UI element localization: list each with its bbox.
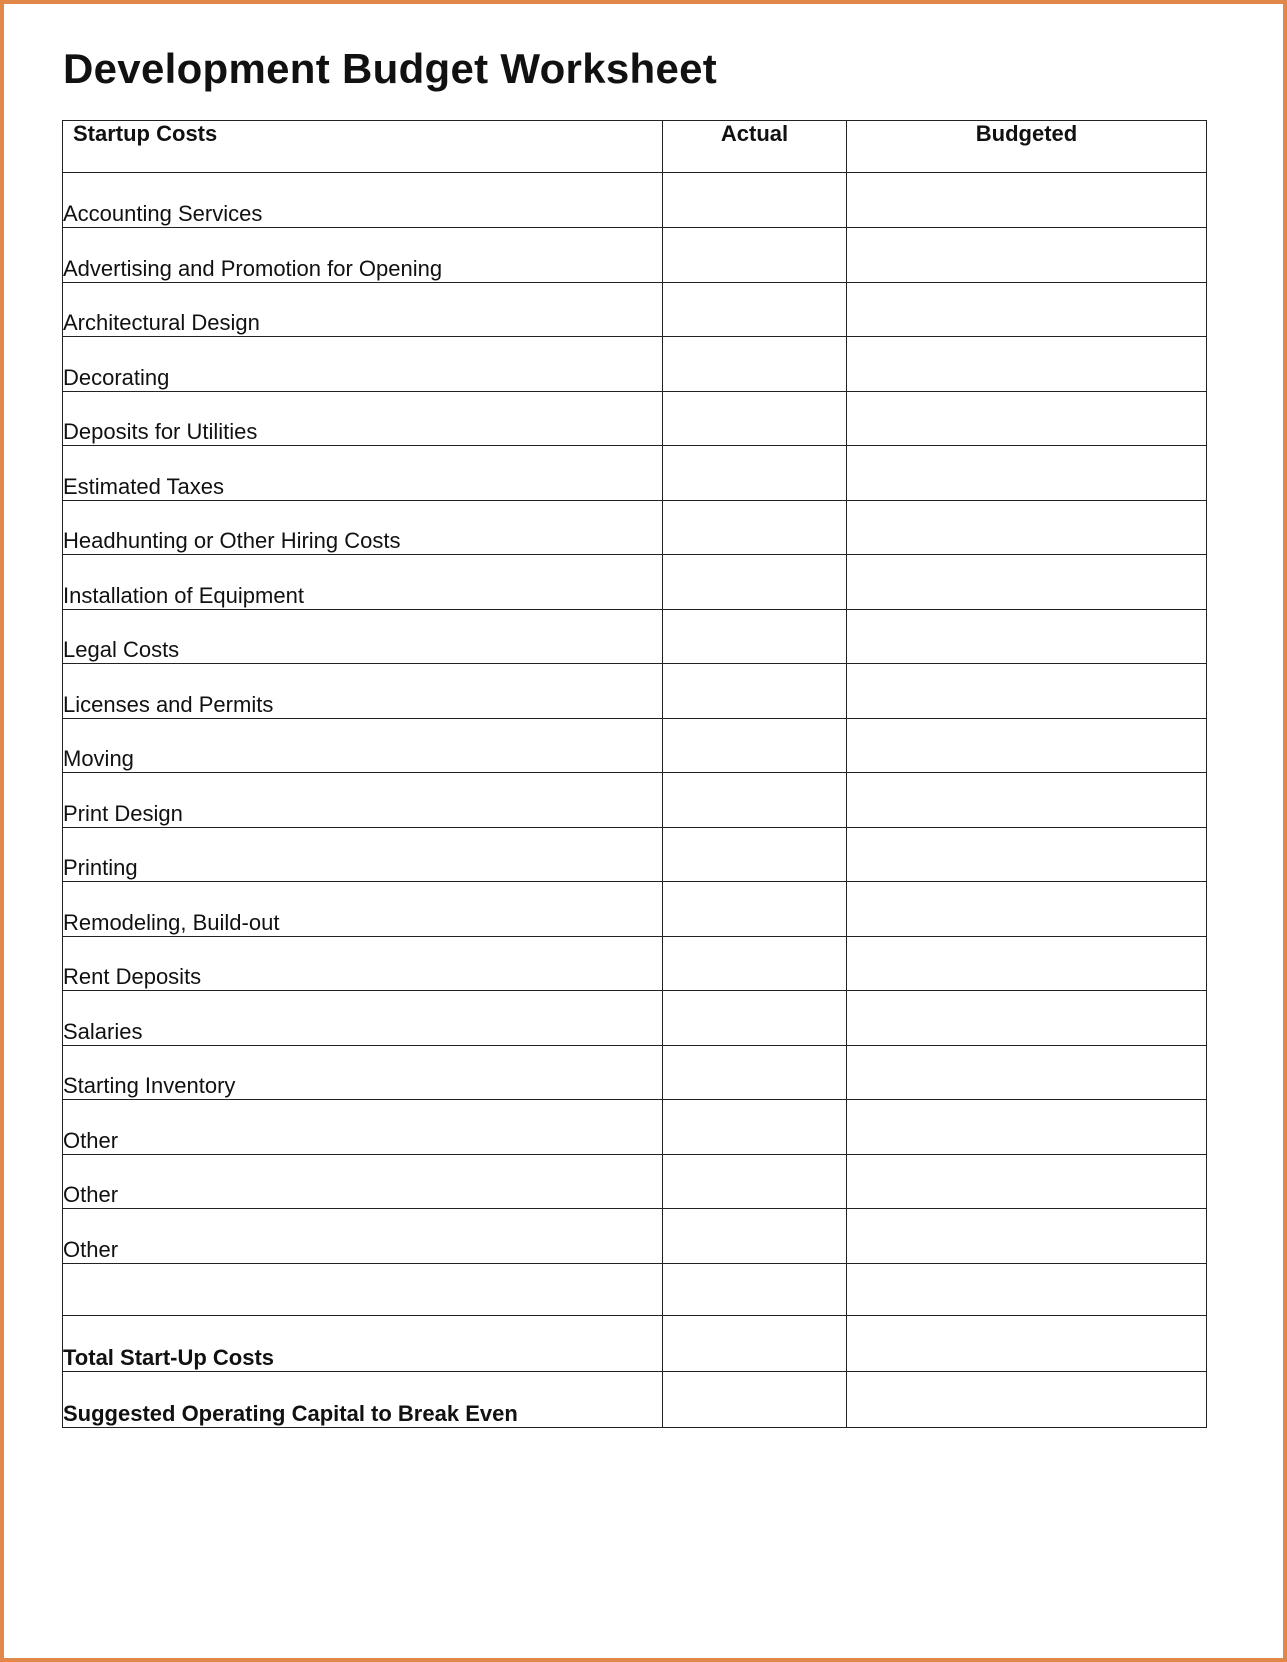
budgeted-cell[interactable] [847, 827, 1207, 882]
budgeted-cell[interactable] [847, 936, 1207, 991]
budgeted-cell[interactable] [847, 555, 1207, 610]
actual-cell[interactable] [663, 500, 847, 555]
actual-cell[interactable] [663, 1154, 847, 1209]
actual-cell[interactable] [663, 337, 847, 392]
row-label: Rent Deposits [63, 936, 663, 991]
actual-cell[interactable] [663, 282, 847, 337]
row-label: Accounting Services [63, 173, 663, 228]
budgeted-cell[interactable] [847, 173, 1207, 228]
row-label: Other [63, 1100, 663, 1155]
row-label: Decorating [63, 337, 663, 392]
actual-cell[interactable] [663, 773, 847, 828]
budgeted-cell[interactable] [847, 718, 1207, 773]
budgeted-cell[interactable] [847, 1045, 1207, 1100]
blank-row [63, 1263, 1207, 1315]
row-label: Advertising and Promotion for Opening [63, 228, 663, 283]
actual-cell[interactable] [663, 1100, 847, 1155]
actual-cell[interactable] [663, 718, 847, 773]
budgeted-cell[interactable] [847, 282, 1207, 337]
actual-cell[interactable] [663, 555, 847, 610]
budgeted-cell[interactable] [847, 882, 1207, 937]
actual-cell[interactable] [663, 228, 847, 283]
header-actual: Actual [663, 121, 847, 173]
row-label: Architectural Design [63, 282, 663, 337]
row-label: Printing [63, 827, 663, 882]
actual-cell[interactable] [663, 391, 847, 446]
header-budgeted: Budgeted [847, 121, 1207, 173]
header-startup-costs: Startup Costs [63, 121, 663, 173]
table-row [63, 228, 1207, 283]
capital-row [63, 1371, 1207, 1427]
table-row [63, 337, 1207, 392]
table-row [63, 282, 1207, 337]
table-row [63, 1209, 1207, 1264]
row-label: Legal Costs [63, 609, 663, 664]
table-row [63, 446, 1207, 501]
row-label: Headhunting or Other Hiring Costs [63, 500, 663, 555]
budgeted-cell[interactable] [847, 991, 1207, 1046]
table-row [63, 173, 1207, 228]
row-label: Licenses and Permits [63, 664, 663, 719]
table-row [63, 500, 1207, 555]
actual-cell[interactable] [663, 936, 847, 991]
row-label: Other [63, 1154, 663, 1209]
actual-cell[interactable] [663, 827, 847, 882]
row-label: Deposits for Utilities [63, 391, 663, 446]
actual-cell[interactable] [663, 882, 847, 937]
actual-cell[interactable] [663, 609, 847, 664]
table-row [63, 827, 1207, 882]
row-label: Remodeling, Build-out [63, 882, 663, 937]
table-row [63, 1154, 1207, 1209]
total-actual-cell[interactable] [663, 1315, 847, 1371]
budgeted-cell[interactable] [847, 446, 1207, 501]
table-row [63, 936, 1207, 991]
capital-budgeted-cell[interactable] [847, 1371, 1207, 1427]
actual-cell[interactable] [663, 1045, 847, 1100]
budgeted-cell[interactable] [847, 773, 1207, 828]
blank-label-cell[interactable] [63, 1263, 663, 1315]
total-budgeted-cell[interactable] [847, 1315, 1207, 1371]
row-label: Print Design [63, 773, 663, 828]
table-row [63, 773, 1207, 828]
table-row [63, 664, 1207, 719]
actual-cell[interactable] [663, 446, 847, 501]
row-label: Starting Inventory [63, 1045, 663, 1100]
row-label: Moving [63, 718, 663, 773]
budgeted-cell[interactable] [847, 1100, 1207, 1155]
table-row [63, 391, 1207, 446]
actual-cell[interactable] [663, 664, 847, 719]
total-row [63, 1315, 1207, 1371]
budgeted-cell[interactable] [847, 1209, 1207, 1264]
row-label: Other [63, 1209, 663, 1264]
row-label: Estimated Taxes [63, 446, 663, 501]
operating-capital-label: Suggested Operating Capital to Break Even [63, 1371, 663, 1427]
table-row [63, 718, 1207, 773]
row-label: Salaries [63, 991, 663, 1046]
table-row [63, 882, 1207, 937]
budgeted-cell[interactable] [847, 1263, 1207, 1315]
table-row [63, 555, 1207, 610]
budgeted-cell[interactable] [847, 391, 1207, 446]
actual-cell[interactable] [663, 1263, 847, 1315]
page-title: Development Budget Worksheet [63, 45, 718, 92]
budgeted-cell[interactable] [847, 228, 1207, 283]
total-startup-label: Total Start-Up Costs [63, 1315, 663, 1371]
header-row [63, 121, 1207, 173]
budget-table [62, 120, 1207, 1428]
budgeted-cell[interactable] [847, 609, 1207, 664]
actual-cell[interactable] [663, 173, 847, 228]
budgeted-cell[interactable] [847, 1154, 1207, 1209]
cost-rows [63, 173, 1207, 1428]
table-row [63, 1045, 1207, 1100]
budgeted-cell[interactable] [847, 664, 1207, 719]
table-row [63, 609, 1207, 664]
actual-cell[interactable] [663, 1209, 847, 1264]
row-label: Installation of Equipment [63, 555, 663, 610]
budgeted-cell[interactable] [847, 337, 1207, 392]
table-row [63, 991, 1207, 1046]
actual-cell[interactable] [663, 991, 847, 1046]
table-row [63, 1100, 1207, 1155]
budgeted-cell[interactable] [847, 500, 1207, 555]
capital-actual-cell[interactable] [663, 1371, 847, 1427]
